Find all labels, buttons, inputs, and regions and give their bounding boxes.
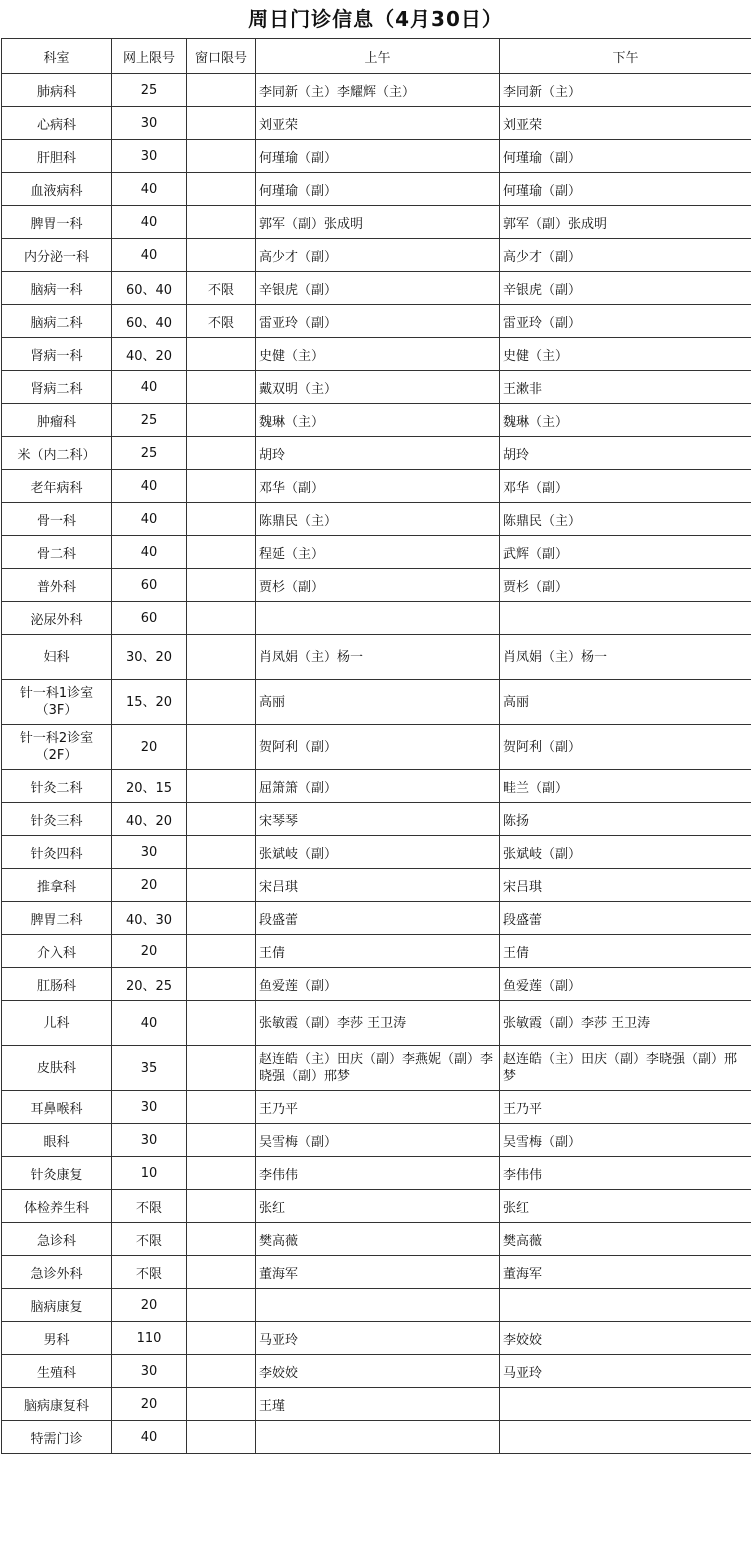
department-cell: 肿瘤科 [2, 404, 112, 437]
department-cell: 皮肤科 [2, 1046, 112, 1091]
afternoon-doctor-cell: 陈扬 [500, 803, 751, 836]
department-cell: 老年病科 [2, 470, 112, 503]
page-title: 周日门诊信息（4月30日） [248, 7, 503, 31]
afternoon-doctor-cell: 雷亚玲（副） [500, 305, 751, 338]
online-limit-cell: 40 [112, 239, 187, 272]
window-limit-cell [187, 140, 256, 173]
window-limit-cell [187, 1001, 256, 1046]
department-cell: 肛肠科 [2, 968, 112, 1001]
morning-doctor-cell: 贾杉（副） [256, 569, 500, 602]
morning-doctor-cell: 樊高薇 [256, 1223, 500, 1256]
afternoon-doctor-cell: 鱼爱莲（副） [500, 968, 751, 1001]
afternoon-doctor-cell: 王漱非 [500, 371, 751, 404]
department-cell: 脑病康复科 [2, 1388, 112, 1421]
table-row [2, 371, 751, 404]
morning-doctor-cell: 何瑾瑜（副） [256, 140, 500, 173]
online-limit-cell: 15、20 [112, 680, 187, 725]
online-limit-cell: 60 [112, 569, 187, 602]
department-cell: 肺病科 [2, 74, 112, 107]
morning-doctor-cell: 王倩 [256, 935, 500, 968]
table-row [2, 1046, 751, 1091]
online-limit-cell: 110 [112, 1322, 187, 1355]
department-cell: 急诊科 [2, 1223, 112, 1256]
table-row [2, 1388, 751, 1421]
window-limit-cell [187, 1322, 256, 1355]
window-limit-cell [187, 338, 256, 371]
online-limit-cell: 30 [112, 1091, 187, 1124]
department-cell: 针灸康复 [2, 1157, 112, 1190]
table-row [2, 338, 751, 371]
header-online-limit: 网上限号 [112, 39, 187, 74]
header-window-limit: 窗口限号 [187, 39, 256, 74]
window-limit-cell [187, 503, 256, 536]
table-row [2, 1190, 751, 1223]
online-limit-cell: 40 [112, 206, 187, 239]
morning-doctor-cell: 王瑾 [256, 1388, 500, 1421]
department-cell: 骨一科 [2, 503, 112, 536]
table-row [2, 305, 751, 338]
morning-doctor-cell: 高少才（副） [256, 239, 500, 272]
table-row [2, 239, 751, 272]
afternoon-doctor-cell: 武辉（副） [500, 536, 751, 569]
table-row [2, 140, 751, 173]
department-cell: 耳鼻喉科 [2, 1091, 112, 1124]
table-row [2, 770, 751, 803]
online-limit-cell: 20 [112, 869, 187, 902]
afternoon-doctor-cell: 邓华（副） [500, 470, 751, 503]
online-limit-cell: 20 [112, 1289, 187, 1322]
online-limit-cell: 20 [112, 1388, 187, 1421]
window-limit-cell [187, 902, 256, 935]
afternoon-doctor-cell [500, 1421, 751, 1454]
morning-doctor-cell [256, 602, 500, 635]
window-limit-cell [187, 107, 256, 140]
department-cell: 介入科 [2, 935, 112, 968]
afternoon-doctor-cell: 刘亚荣 [500, 107, 751, 140]
table-row [2, 1289, 751, 1322]
online-limit-cell: 40 [112, 536, 187, 569]
department-cell: 针一科2诊室（2F） [2, 725, 112, 770]
table-row [2, 74, 751, 107]
window-limit-cell [187, 1388, 256, 1421]
department-cell: 肾病二科 [2, 371, 112, 404]
morning-doctor-cell: 鱼爱莲（副） [256, 968, 500, 1001]
window-limit-cell [187, 1157, 256, 1190]
table-row [2, 470, 751, 503]
department-cell: 脑病一科 [2, 272, 112, 305]
department-cell: 脑病康复 [2, 1289, 112, 1322]
department-cell: 脾胃二科 [2, 902, 112, 935]
morning-doctor-cell: 张斌岐（副） [256, 836, 500, 869]
afternoon-doctor-cell [500, 602, 751, 635]
department-cell: 针灸四科 [2, 836, 112, 869]
window-limit-cell [187, 1355, 256, 1388]
window-limit-cell [187, 635, 256, 680]
table-row [2, 569, 751, 602]
morning-doctor-cell [256, 1289, 500, 1322]
morning-doctor-cell: 李同新（主）李耀辉（主） [256, 74, 500, 107]
afternoon-doctor-cell: 李姣姣 [500, 1322, 751, 1355]
afternoon-doctor-cell: 李伟伟 [500, 1157, 751, 1190]
department-cell: 针灸二科 [2, 770, 112, 803]
morning-doctor-cell: 李姣姣 [256, 1355, 500, 1388]
afternoon-doctor-cell: 段盛蕾 [500, 902, 751, 935]
morning-doctor-cell: 郭军（副）张成明 [256, 206, 500, 239]
header-afternoon: 下午 [500, 39, 751, 74]
online-limit-cell: 60、40 [112, 305, 187, 338]
online-limit-cell: 60 [112, 602, 187, 635]
online-limit-cell: 40、20 [112, 338, 187, 371]
afternoon-doctor-cell: 樊高薇 [500, 1223, 751, 1256]
online-limit-cell: 40、30 [112, 902, 187, 935]
window-limit-cell [187, 74, 256, 107]
afternoon-doctor-cell: 郭军（副）张成明 [500, 206, 751, 239]
afternoon-doctor-cell: 魏琳（主） [500, 404, 751, 437]
online-limit-cell: 30 [112, 140, 187, 173]
table-row [2, 206, 751, 239]
window-limit-cell [187, 536, 256, 569]
window-limit-cell [187, 239, 256, 272]
department-cell: 妇科 [2, 635, 112, 680]
table-row [2, 1124, 751, 1157]
online-limit-cell: 30 [112, 1355, 187, 1388]
window-limit-cell [187, 935, 256, 968]
afternoon-doctor-cell: 高丽 [500, 680, 751, 725]
department-cell: 米（内二科） [2, 437, 112, 470]
online-limit-cell: 30 [112, 836, 187, 869]
window-limit-cell: 不限 [187, 272, 256, 305]
department-cell: 心病科 [2, 107, 112, 140]
window-limit-cell [187, 1124, 256, 1157]
table-row [2, 968, 751, 1001]
morning-doctor-cell: 张敏霞（副）李莎 王卫涛 [256, 1001, 500, 1046]
window-limit-cell [187, 602, 256, 635]
afternoon-doctor-cell: 王倩 [500, 935, 751, 968]
window-limit-cell [187, 569, 256, 602]
window-limit-cell [187, 836, 256, 869]
online-limit-cell: 20、25 [112, 968, 187, 1001]
online-limit-cell: 20 [112, 725, 187, 770]
morning-doctor-cell: 雷亚玲（副） [256, 305, 500, 338]
afternoon-doctor-cell: 何瑾瑜（副） [500, 173, 751, 206]
afternoon-doctor-cell: 史健（主） [500, 338, 751, 371]
window-limit-cell [187, 1091, 256, 1124]
window-limit-cell [187, 1046, 256, 1091]
afternoon-doctor-cell: 张红 [500, 1190, 751, 1223]
window-limit-cell [187, 404, 256, 437]
online-limit-cell: 40 [112, 470, 187, 503]
window-limit-cell [187, 1223, 256, 1256]
morning-doctor-cell: 赵连皓（主）田庆（副）李燕妮（副）李晓强（副）邢梦 [256, 1046, 500, 1091]
window-limit-cell [187, 1256, 256, 1289]
window-limit-cell [187, 206, 256, 239]
table-row [2, 173, 751, 206]
table-row [2, 503, 751, 536]
table-header-row [2, 39, 751, 74]
department-cell: 男科 [2, 1322, 112, 1355]
department-cell: 普外科 [2, 569, 112, 602]
table-row [2, 107, 751, 140]
department-cell: 急诊外科 [2, 1256, 112, 1289]
morning-doctor-cell: 肖凤娟（主）杨一 [256, 635, 500, 680]
department-cell: 肾病一科 [2, 338, 112, 371]
online-limit-cell: 40 [112, 371, 187, 404]
morning-doctor-cell: 段盛蕾 [256, 902, 500, 935]
online-limit-cell: 60、40 [112, 272, 187, 305]
header-department: 科室 [2, 39, 112, 74]
table-row [2, 437, 751, 470]
window-limit-cell [187, 1190, 256, 1223]
table-body [2, 74, 751, 1454]
department-cell: 血液病科 [2, 173, 112, 206]
afternoon-doctor-cell: 马亚玲 [500, 1355, 751, 1388]
online-limit-cell: 25 [112, 74, 187, 107]
window-limit-cell [187, 869, 256, 902]
window-limit-cell [187, 173, 256, 206]
afternoon-doctor-cell: 董海军 [500, 1256, 751, 1289]
afternoon-doctor-cell: 肖凤娟（主）杨一 [500, 635, 751, 680]
afternoon-doctor-cell: 陈鼎民（主） [500, 503, 751, 536]
morning-doctor-cell: 王乃平 [256, 1091, 500, 1124]
afternoon-doctor-cell: 李同新（主） [500, 74, 751, 107]
window-limit-cell [187, 680, 256, 725]
window-limit-cell [187, 470, 256, 503]
morning-doctor-cell: 张红 [256, 1190, 500, 1223]
online-limit-cell: 30 [112, 107, 187, 140]
afternoon-doctor-cell: 贺阿利（副） [500, 725, 751, 770]
department-cell: 生殖科 [2, 1355, 112, 1388]
table-row [2, 836, 751, 869]
morning-doctor-cell: 戴双明（主） [256, 371, 500, 404]
department-cell: 眼科 [2, 1124, 112, 1157]
online-limit-cell: 40、20 [112, 803, 187, 836]
afternoon-doctor-cell: 宋吕琪 [500, 869, 751, 902]
afternoon-doctor-cell: 吴雪梅（副） [500, 1124, 751, 1157]
table-row [2, 935, 751, 968]
online-limit-cell: 不限 [112, 1190, 187, 1223]
table-row [2, 869, 751, 902]
online-limit-cell: 25 [112, 404, 187, 437]
window-limit-cell [187, 803, 256, 836]
afternoon-doctor-cell: 辛银虎（副） [500, 272, 751, 305]
morning-doctor-cell [256, 1421, 500, 1454]
department-cell: 体检养生科 [2, 1190, 112, 1223]
table-row [2, 803, 751, 836]
online-limit-cell: 不限 [112, 1256, 187, 1289]
window-limit-cell [187, 770, 256, 803]
department-cell: 骨二科 [2, 536, 112, 569]
morning-doctor-cell: 董海军 [256, 1256, 500, 1289]
online-limit-cell: 40 [112, 503, 187, 536]
table-row [2, 1256, 751, 1289]
online-limit-cell: 40 [112, 1421, 187, 1454]
clinic-schedule-table [1, 38, 751, 1454]
department-cell: 针灸三科 [2, 803, 112, 836]
afternoon-doctor-cell: 高少才（副） [500, 239, 751, 272]
afternoon-doctor-cell: 王乃平 [500, 1091, 751, 1124]
morning-doctor-cell: 屈箫箫（副） [256, 770, 500, 803]
table-row [2, 272, 751, 305]
morning-doctor-cell: 马亚玲 [256, 1322, 500, 1355]
online-limit-cell: 20 [112, 935, 187, 968]
online-limit-cell: 不限 [112, 1223, 187, 1256]
afternoon-doctor-cell [500, 1289, 751, 1322]
department-cell: 肝胆科 [2, 140, 112, 173]
online-limit-cell: 10 [112, 1157, 187, 1190]
online-limit-cell: 20、15 [112, 770, 187, 803]
department-cell: 针一科1诊室（3F） [2, 680, 112, 725]
morning-doctor-cell: 贺阿利（副） [256, 725, 500, 770]
morning-doctor-cell: 宋琴琴 [256, 803, 500, 836]
table-row [2, 1322, 751, 1355]
header-morning: 上午 [256, 39, 500, 74]
morning-doctor-cell: 刘亚荣 [256, 107, 500, 140]
department-cell: 泌尿外科 [2, 602, 112, 635]
table-row [2, 902, 751, 935]
afternoon-doctor-cell: 胡玲 [500, 437, 751, 470]
window-limit-cell [187, 1289, 256, 1322]
online-limit-cell: 40 [112, 173, 187, 206]
morning-doctor-cell: 胡玲 [256, 437, 500, 470]
online-limit-cell: 30 [112, 1124, 187, 1157]
online-limit-cell: 40 [112, 1001, 187, 1046]
afternoon-doctor-cell: 贾杉（副） [500, 569, 751, 602]
morning-doctor-cell: 程延（主） [256, 536, 500, 569]
morning-doctor-cell: 魏琳（主） [256, 404, 500, 437]
afternoon-doctor-cell: 何瑾瑜（副） [500, 140, 751, 173]
window-limit-cell [187, 437, 256, 470]
table-row [2, 1091, 751, 1124]
window-limit-cell: 不限 [187, 305, 256, 338]
department-cell: 儿科 [2, 1001, 112, 1046]
morning-doctor-cell: 陈鼎民（主） [256, 503, 500, 536]
morning-doctor-cell: 李伟伟 [256, 1157, 500, 1190]
department-cell: 内分泌一科 [2, 239, 112, 272]
window-limit-cell [187, 371, 256, 404]
table-row [2, 680, 751, 725]
table-row [2, 1001, 751, 1046]
afternoon-doctor-cell: 畦兰（副） [500, 770, 751, 803]
window-limit-cell [187, 968, 256, 1001]
morning-doctor-cell: 邓华（副） [256, 470, 500, 503]
morning-doctor-cell: 高丽 [256, 680, 500, 725]
table-row [2, 1421, 751, 1454]
table-row [2, 404, 751, 437]
morning-doctor-cell: 宋吕琪 [256, 869, 500, 902]
morning-doctor-cell: 吴雪梅（副） [256, 1124, 500, 1157]
morning-doctor-cell: 何瑾瑜（副） [256, 173, 500, 206]
department-cell: 脑病二科 [2, 305, 112, 338]
table-row [2, 1223, 751, 1256]
department-cell: 特需门诊 [2, 1421, 112, 1454]
window-limit-cell [187, 1421, 256, 1454]
online-limit-cell: 35 [112, 1046, 187, 1091]
table-row [2, 1157, 751, 1190]
morning-doctor-cell: 辛银虎（副） [256, 272, 500, 305]
table-row [2, 635, 751, 680]
table-row [2, 1355, 751, 1388]
table-row [2, 536, 751, 569]
afternoon-doctor-cell [500, 1388, 751, 1421]
department-cell: 推拿科 [2, 869, 112, 902]
afternoon-doctor-cell: 赵连皓（主）田庆（副）李晓强（副）邢梦 [500, 1046, 751, 1091]
department-cell: 脾胃一科 [2, 206, 112, 239]
morning-doctor-cell: 史健（主） [256, 338, 500, 371]
online-limit-cell: 30、20 [112, 635, 187, 680]
online-limit-cell: 25 [112, 437, 187, 470]
afternoon-doctor-cell: 张敏霞（副）李莎 王卫涛 [500, 1001, 751, 1046]
table-row [2, 725, 751, 770]
window-limit-cell [187, 725, 256, 770]
afternoon-doctor-cell: 张斌岐（副） [500, 836, 751, 869]
table-row [2, 602, 751, 635]
